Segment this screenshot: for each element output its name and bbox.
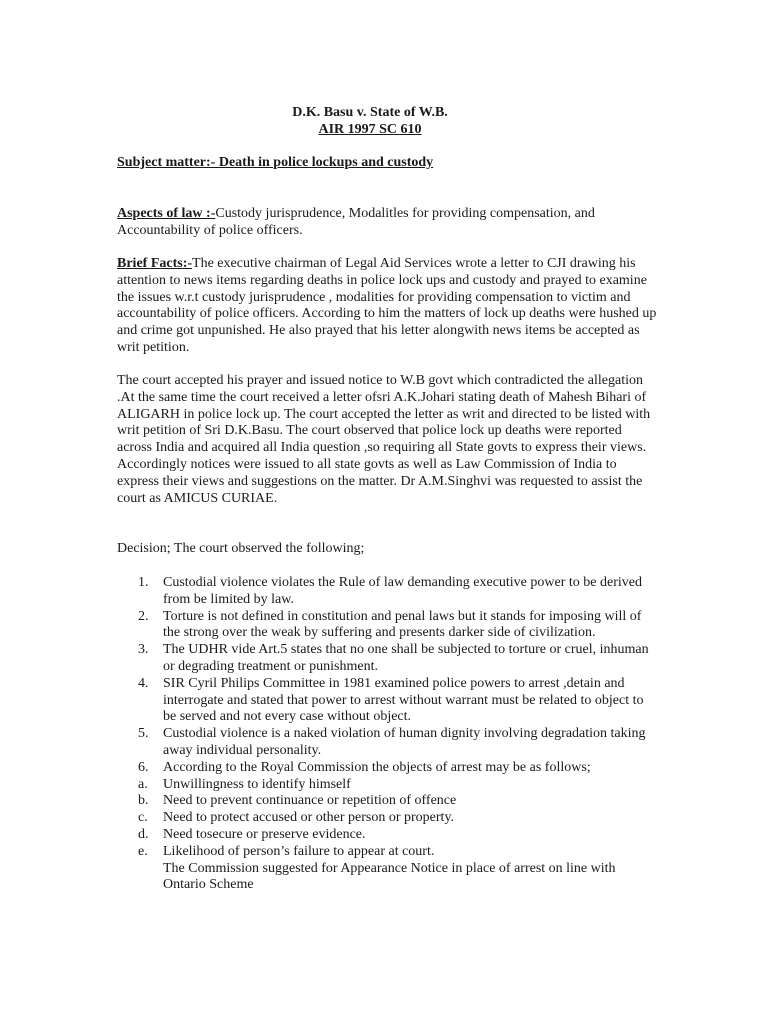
court-proceedings-paragraph: The court accepted his prayer and issued notice to W.B govt which contradicted the allegation .At the same time the court received a letter ofsri A.K.Johari stating death of Mahesh Bihari of ALIGARH in police lock up. The court accepted the letter as writ and directed to be listed with writ petition of Sri D.K.Basu. The court observed that police lock up deaths were reported across India and acquired all India question ,so requiring all State govts to express their views. Accordingly notices were issued to all state govts as well as Law Commission of India to express their views and suggestions on the matter. Dr A.M.Singhvi was requested to assist the court as AMICUS CURIAE. (117, 373, 651, 506)
list-marker: e. (138, 843, 148, 859)
list-marker: c. (138, 810, 148, 826)
list-item-text: Custodial violence is a naked violation of human dignity involving degradation taking away individual personality. (163, 726, 646, 758)
list-item-text: Need tosecure or preserve evidence. (163, 826, 366, 842)
list-item-text: According to the Royal Commission the objects of arrest may be as follows; (163, 759, 591, 775)
list-item (117, 810, 657, 827)
commission-note (117, 861, 657, 895)
commission-note-text: The Commission suggested for Appearance Notice in place of arrest on line with Ontario Scheme (163, 860, 616, 893)
list-item (117, 726, 657, 760)
list-item (117, 777, 657, 794)
list-marker: 4. (138, 675, 149, 691)
list-marker: b. (138, 793, 149, 809)
list-item (117, 844, 657, 861)
list-item (117, 609, 657, 643)
list-item-text: Need to protect accused or other person or property. (163, 810, 455, 826)
list-item-text: Torture is not defined in constitution and penal laws but it stands for imposing will of the strong over the weak by suffering and presents darker side of civilization. (163, 608, 642, 641)
subject-matter-heading: Subject matter:- Death in police lockups and custody (117, 155, 434, 170)
case-title: D.K. Basu v. State of W.B. (292, 105, 448, 120)
list-item-text: Unwillingness to identify himself (163, 776, 351, 792)
decision-list (117, 575, 657, 894)
list-item-text: SIR Cyril Philips Committee in 1981 examined police powers to arrest ,detain and interrogate and stated that power to arrest without warrant must be related to object to be served and not every case without object. (163, 675, 644, 725)
decision-intro: Decision; The court observed the following; (117, 541, 365, 556)
case-title-block (0, 104, 740, 138)
list-marker: 2. (138, 608, 149, 624)
list-item-text: Custodial violence violates the Rule of law demanding executive power to be derived from be limited by law. (163, 575, 642, 607)
brief-facts-text: The executive chairman of Legal Aid Services wrote a letter to CJI drawing his attention to news items regarding deaths in police lock ups and custody and prayed to examine the issues w.r.t custody jurisprudence , modalities for providing compensation to victim and accountability of police officers. According to him the matters of lock up deaths were hushed up and crime got unpunished. He also prayed that his letter alongwith news items be accepted as writ petition. (117, 256, 657, 355)
list-item (117, 760, 657, 777)
list-marker: 6. (138, 759, 149, 775)
list-marker: 5. (138, 726, 149, 742)
list-item (117, 827, 657, 844)
case-citation: AIR 1997 SC 610 (318, 122, 422, 137)
list-marker: 1. (138, 575, 149, 590)
list-item (117, 642, 657, 676)
list-item-text: Need to prevent continuance or repetition of offence (163, 793, 457, 809)
list-marker: d. (138, 826, 149, 842)
list-item (117, 676, 657, 726)
aspects-of-law-paragraph (117, 206, 657, 240)
list-marker: a. (138, 776, 148, 792)
list-item (117, 793, 657, 810)
brief-facts-paragraph (117, 256, 657, 357)
brief-facts-label: Brief Facts:- (117, 256, 193, 271)
list-marker: 3. (138, 642, 149, 658)
aspects-of-law-label: Aspects of law :- (117, 206, 216, 221)
list-item-text: Likelihood of person’s failure to appear at court. (163, 843, 435, 859)
list-item-text: The UDHR vide Art.5 states that no one shall be subjected to torture or cruel, inhuman or degrading treatment or punishment. (163, 642, 649, 674)
list-item (117, 575, 657, 609)
aspects-of-law-text: Custody jurisprudence, Modalitles for providing compensation, and Accountability of police officers. (117, 206, 595, 238)
